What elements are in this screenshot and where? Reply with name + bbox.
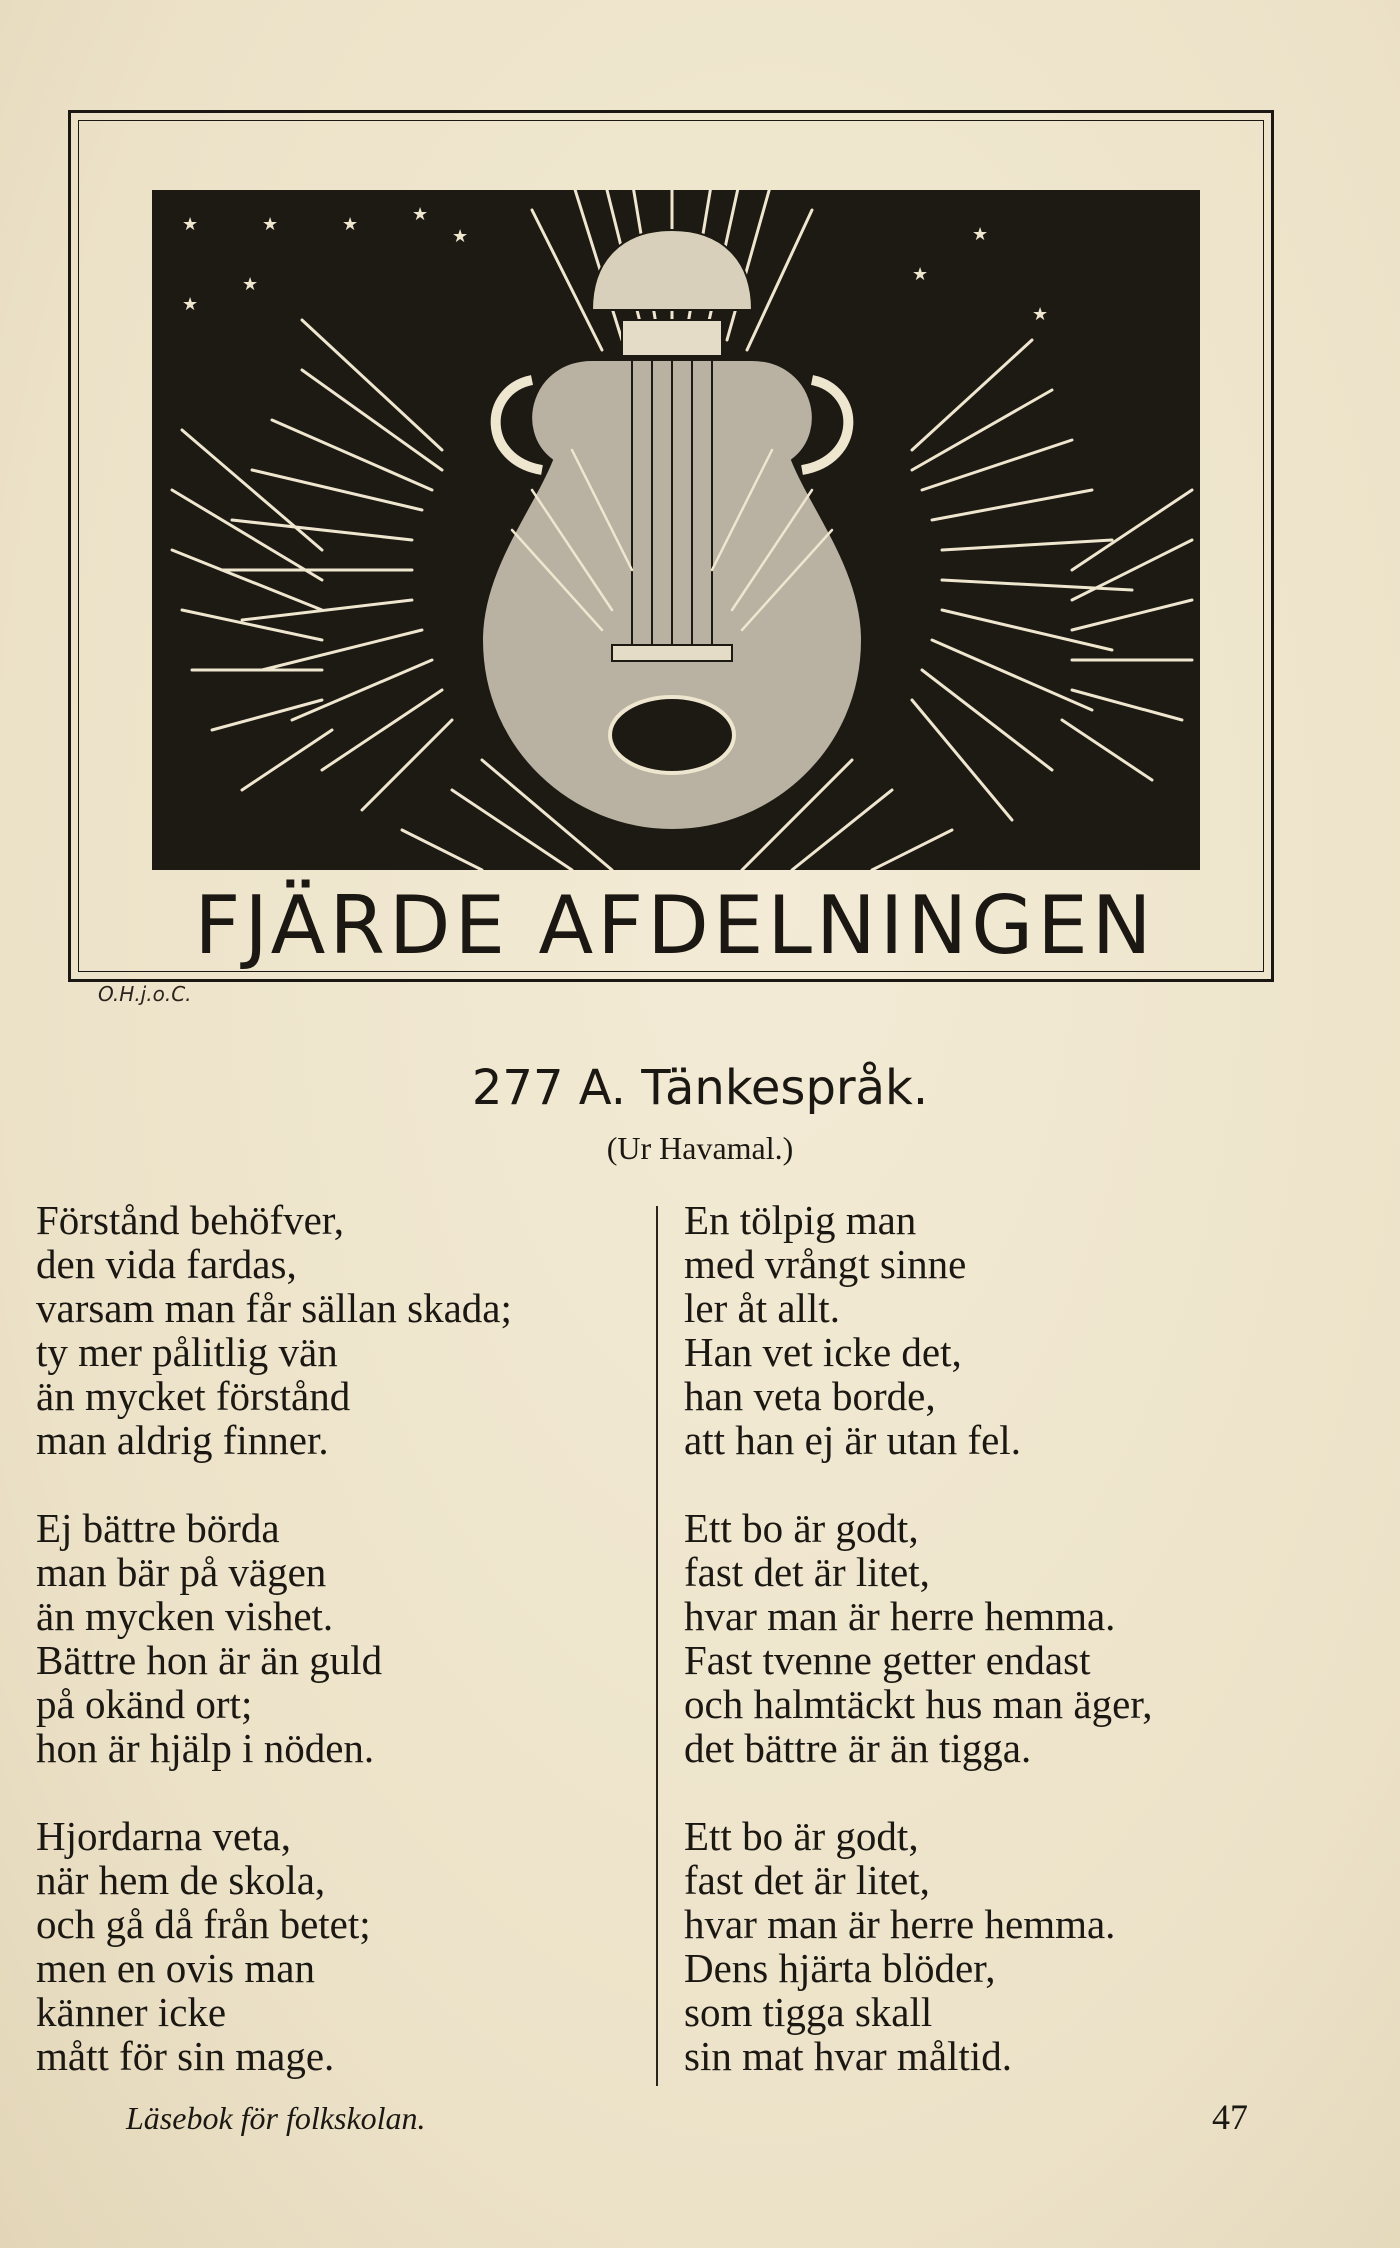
- stanza: [684, 1198, 1324, 1462]
- verse-line: ler åt allt.: [684, 1285, 840, 1331]
- svg-text:★: ★: [182, 294, 199, 315]
- right-column: [684, 1198, 1324, 2122]
- stanza: [684, 1506, 1324, 1770]
- stanza: [36, 1814, 656, 2078]
- stanza: [684, 1814, 1324, 2078]
- verse-line: hvar man är herre hemma.: [684, 1901, 1116, 1947]
- svg-text:★: ★: [182, 214, 199, 235]
- book-title-footer: Läsebok för folkskolan.: [126, 2100, 426, 2136]
- verse-line: Ett bo är godt,: [684, 1813, 919, 1859]
- verse-line: Han vet icke det,: [684, 1329, 962, 1375]
- verse-line: varsam man får sällan skada;: [36, 1285, 512, 1331]
- verse-line: Ej bättre börda: [36, 1505, 280, 1551]
- verse-line: han veta borde,: [684, 1373, 936, 1419]
- verse-line: på okänd ort;: [36, 1681, 253, 1727]
- verse-line: än mycket förstånd: [36, 1373, 351, 1419]
- svg-text:★: ★: [242, 274, 259, 295]
- verse-line: Bättre hon är än guld: [36, 1637, 383, 1683]
- svg-text:★: ★: [912, 264, 929, 285]
- verse-line: mått för sin mage.: [36, 2033, 335, 2079]
- verse-line: när hem de skola,: [36, 1857, 326, 1903]
- section-banner-title: FJÄRDE AFDELNINGEN: [194, 879, 1156, 972]
- verse-line: än mycken vishet.: [36, 1593, 334, 1639]
- verse-line: den vida fardas,: [36, 1241, 297, 1287]
- svg-text:★: ★: [1032, 304, 1049, 325]
- verse-line: Fast tvenne getter endast: [684, 1637, 1091, 1683]
- verse-line: sin mat hvar måltid.: [684, 2033, 1012, 2079]
- verse-line: man bär på vägen: [36, 1549, 327, 1595]
- svg-text:★: ★: [412, 204, 429, 225]
- verse-line: att han ej är utan fel.: [684, 1417, 1021, 1463]
- verse-line: Hjordarna veta,: [36, 1813, 291, 1859]
- svg-text:★: ★: [452, 226, 469, 247]
- svg-text:★: ★: [972, 224, 989, 245]
- verse-line: och halmtäckt hus man äger,: [684, 1681, 1153, 1727]
- svg-text:★: ★: [262, 214, 279, 235]
- verse-line: fast det är litet,: [684, 1549, 930, 1595]
- left-column: [36, 1198, 656, 2122]
- verse-line: som tigga skall: [684, 1989, 933, 2035]
- verse-line: Förstånd behöfver,: [36, 1197, 345, 1243]
- lyre-pine-illustration: [152, 190, 1200, 870]
- verse-line: man aldrig finner.: [36, 1417, 329, 1463]
- verse-line: hvar man är herre hemma.: [684, 1593, 1116, 1639]
- verse-line: men en ovis man: [36, 1945, 315, 1991]
- verse-line: Ett bo är godt,: [684, 1505, 919, 1551]
- artist-signature: O.H.j.o.C.: [98, 982, 192, 1006]
- poem-source: (Ur Havamal.): [606, 1130, 794, 1166]
- verse-line: En tölpig man: [684, 1197, 917, 1243]
- stanza: [36, 1198, 656, 1462]
- poem-title: 277 A. Tänkespråk.: [471, 1060, 929, 1116]
- svg-text:★: ★: [342, 214, 359, 235]
- verse-line: med vrångt sinne: [684, 1241, 967, 1287]
- verse-line: och gå då från betet;: [36, 1901, 371, 1947]
- page-number: 47: [1212, 2097, 1248, 2137]
- verse-line: hon är hjälp i nöden.: [36, 1725, 375, 1771]
- verse-line: det bättre är än tigga.: [684, 1725, 1032, 1771]
- verse-line: känner icke: [36, 1989, 227, 2035]
- column-divider: [656, 1206, 658, 2086]
- verse-line: Dens hjärta blöder,: [684, 1945, 996, 1991]
- verse-line: fast det är litet,: [684, 1857, 930, 1903]
- verse-line: ty mer pålitlig vän: [36, 1329, 338, 1375]
- stanza: [36, 1506, 656, 1770]
